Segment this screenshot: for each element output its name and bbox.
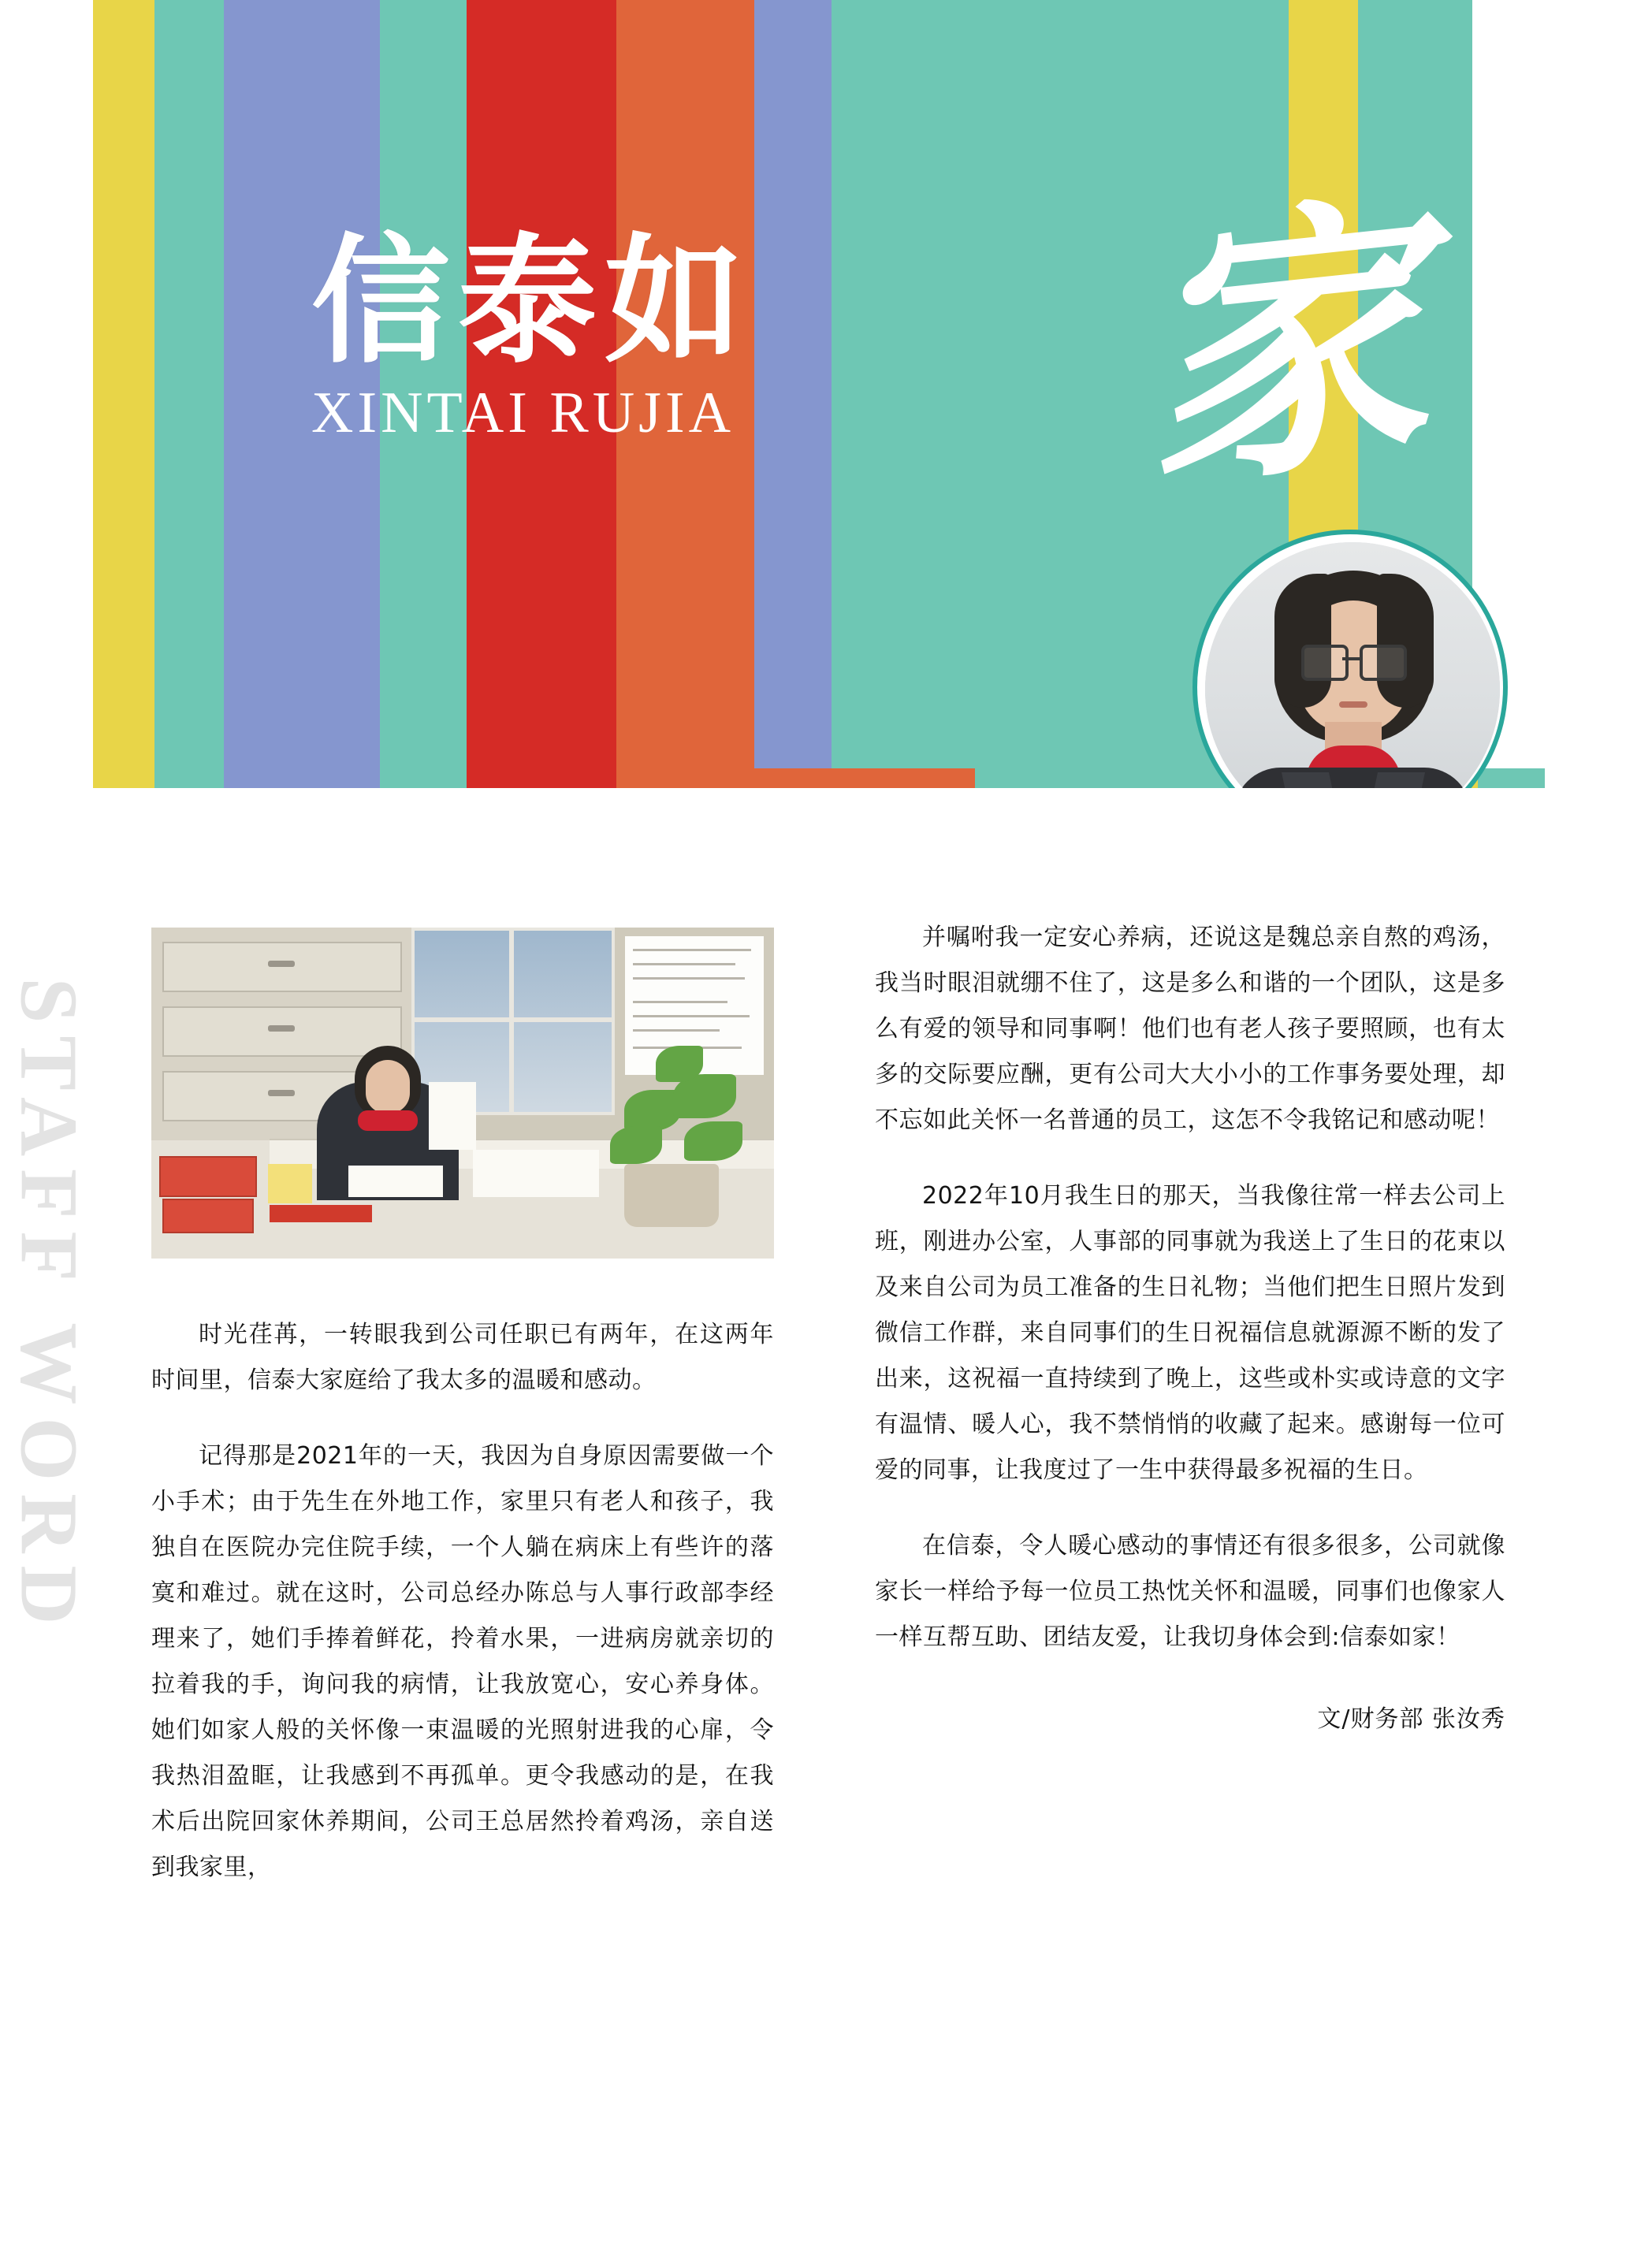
paragraph: 时光荏苒，一转眼我到公司任职已有两年，在这两年时间里，信泰大家庭给了我太多的温暖和感动。 [151, 1321, 774, 1394]
banner-left-margin [0, 0, 93, 788]
banner-lower-band-1 [93, 768, 154, 788]
paragraph: 记得那是2021年的一天，我因为自身原因需要做一个小手术；由于先生在外地工作，家里只有老人和孩子，我独自在医院办完住院手续，一个人躺在病床上有些许的落寞和难过。就在这时，公司总经办陈总与人事行政部李经理来了，她们手捧着鲜花，拎着水果，一进病房就亲切的拉着我的手，询问我的病情，让我放宽心，安心养身体。她们如家人般的关怀像一束温暖的光照射进我的心扉，令我热泪盈眶，让我感到不再孤单。更令我感动的是，在我术后出院回家休养期间，公司王总居然拎着鸡汤，亲自送到我家里， [151, 1442, 774, 1881]
masthead [311, 165, 1440, 560]
paragraph: 并嘱咐我一定安心养病，还说这是魏总亲自熬的鸡汤，我当时眼泪就绷不住了，这是多么和谐的一个团队，这是多么有爱的领导和同事啊！他们也有老人孩子要照顾，也有太多的交际要应酬，更有公司大大小小的工作事务要处理，却不忘如此关怀一名普通的员工，这怎不令我铭记和感动呢！ [875, 924, 1505, 1134]
banner-lower-band-5 [467, 768, 616, 788]
avatar-image [1205, 542, 1500, 788]
article-column-left [151, 1312, 774, 1920]
banner-right-margin [1630, 0, 1652, 788]
left-rail [0, 789, 93, 2257]
byline: 文/财务部 张汝秀 [1317, 1705, 1505, 1733]
banner-stripe-1 [93, 0, 154, 788]
masthead-title-pinyin: XINTAI RUJIA [311, 381, 735, 445]
article-column-right [875, 915, 1505, 1742]
avatar [1192, 530, 1508, 788]
banner-stripe-2 [154, 0, 224, 788]
paragraph: 在信泰，令人暖心感动的事情还有很多很多，公司就像家长一样给予每一位员工热忱关怀和温暖，同事们也像家人一样互帮互助、团结友爱，让我切身体会到:信泰如家！ [875, 1532, 1505, 1651]
masthead-title-brush: 家 [1122, 165, 1440, 527]
banner-lower-band-3 [224, 768, 380, 788]
page-body [0, 789, 1652, 2257]
article-photo [151, 928, 774, 1259]
banner-lower-band-2 [154, 768, 224, 788]
banner-lower-band-6 [616, 768, 975, 788]
masthead-title-cn: 信泰如 [311, 221, 752, 382]
section-label: STAFF WORD [3, 977, 95, 1638]
banner-lower-band-4 [380, 768, 467, 788]
paragraph: 2022年10月我生日的那天，当我像往常一样去公司上班，刚进办公室，人事部的同事就为我送上了生日的花束以及来自公司为员工准备的生日礼物；当他们把生日照片发到微信工作群，来自同事们的生日祝福信息就源源不断的发了出来，这祝福一直持续到了晚上，这些或朴实或诗意的文字有温情、暖人心，我不禁悄悄的收藏了起来。感谢每一位可爱的同事，让我度过了一生中获得最多祝福的生日。 [875, 1182, 1505, 1484]
banner [0, 0, 1652, 788]
